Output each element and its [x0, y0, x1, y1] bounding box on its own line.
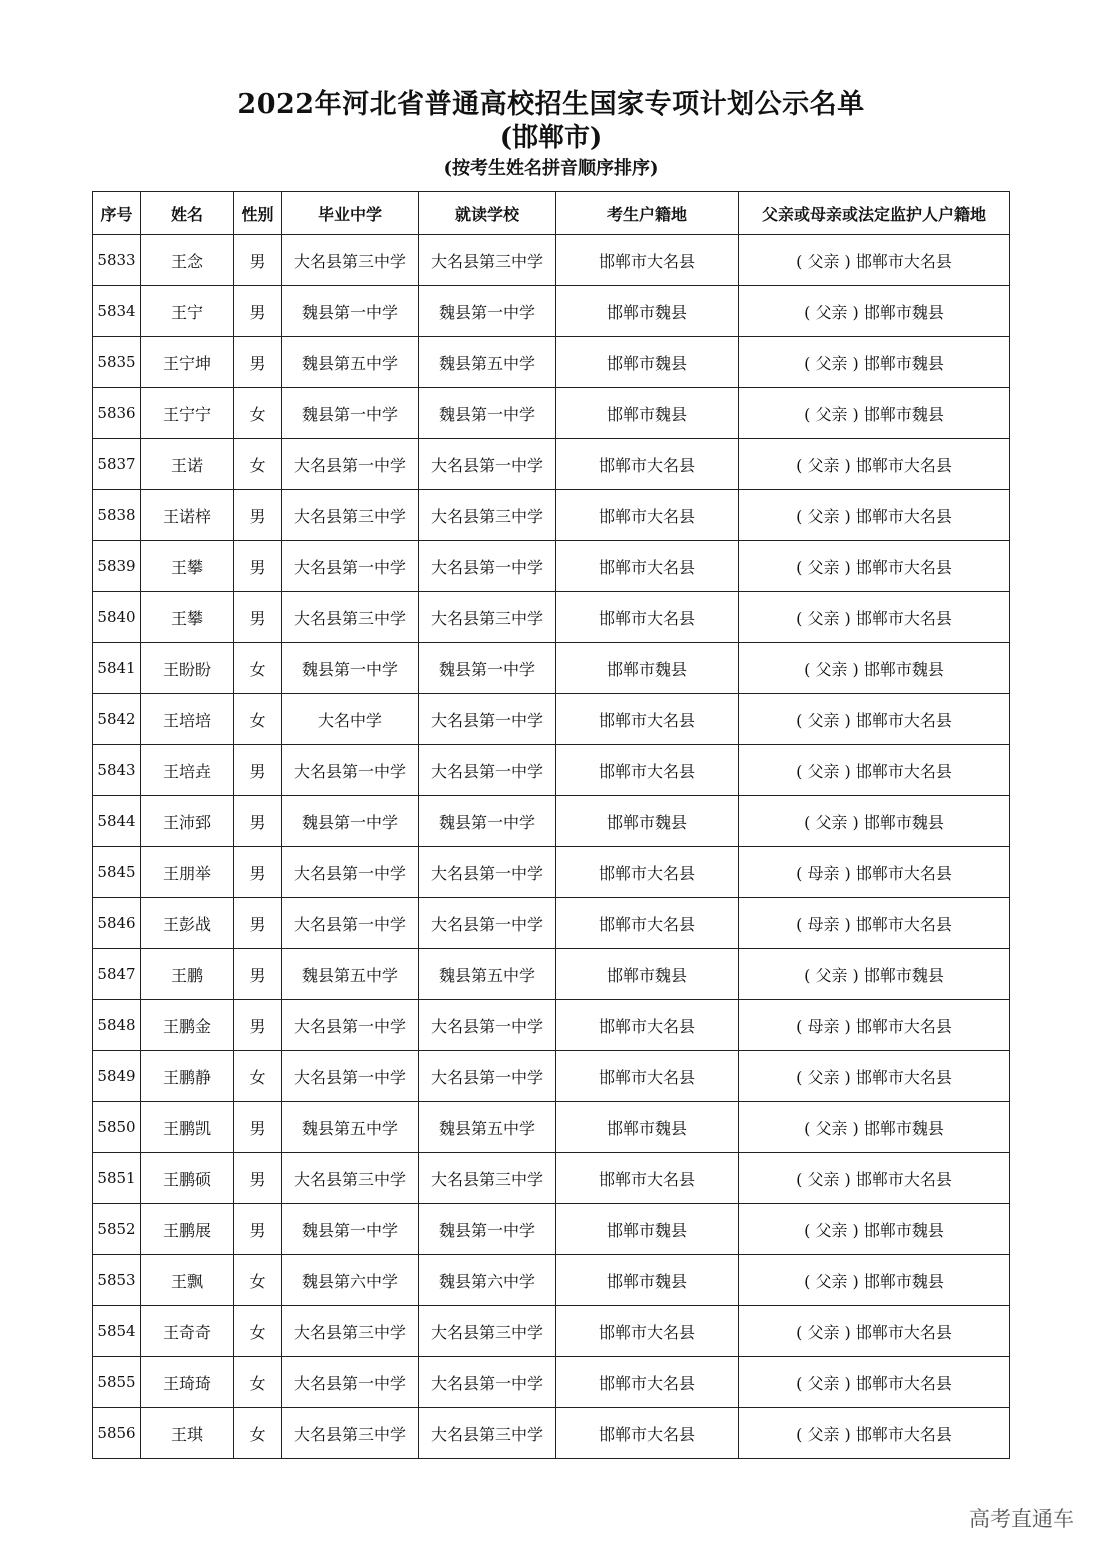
- cell-current-school: 大名县第一中学: [419, 847, 556, 898]
- cell-no: 5853: [93, 1255, 141, 1306]
- cell-guardian-hukou: ( 父亲 ) 邯郸市大名县: [739, 1357, 1010, 1408]
- page-subtitle: (邯郸市): [499, 123, 603, 153]
- cell-name: 王琪: [141, 1408, 234, 1459]
- cell-guardian-hukou: ( 父亲 ) 邯郸市魏县: [739, 1102, 1010, 1153]
- cell-student-hukou: 邯郸市大名县: [556, 592, 739, 643]
- cell-guardian-hukou: ( 父亲 ) 邯郸市大名县: [739, 745, 1010, 796]
- cell-gender: 女: [234, 1051, 282, 1102]
- cell-current-school: 大名县第一中学: [419, 1051, 556, 1102]
- table-row: [93, 592, 1010, 643]
- cell-graduated-school: 大名县第一中学: [282, 847, 419, 898]
- table-row: [93, 1306, 1010, 1357]
- cell-student-hukou: 邯郸市魏县: [556, 1255, 739, 1306]
- cell-current-school: 大名县第三中学: [419, 235, 556, 286]
- cell-student-hukou: 邯郸市魏县: [556, 1102, 739, 1153]
- cell-name: 王宁宁: [141, 388, 234, 439]
- cell-gender: 男: [234, 796, 282, 847]
- table-row: [93, 1000, 1010, 1051]
- cell-graduated-school: 大名县第一中学: [282, 1051, 419, 1102]
- cell-no: 5849: [93, 1051, 141, 1102]
- cell-student-hukou: 邯郸市魏县: [556, 1204, 739, 1255]
- cell-guardian-hukou: ( 父亲 ) 邯郸市魏县: [739, 1255, 1010, 1306]
- cell-current-school: 魏县第一中学: [419, 1204, 556, 1255]
- cell-graduated-school: 大名中学: [282, 694, 419, 745]
- cell-name: 王宁: [141, 286, 234, 337]
- cell-graduated-school: 魏县第一中学: [282, 643, 419, 694]
- table-row: [93, 949, 1010, 1000]
- cell-student-hukou: 邯郸市魏县: [556, 949, 739, 1000]
- col-header-name: 姓名: [141, 192, 234, 235]
- table-row: [93, 541, 1010, 592]
- cell-graduated-school: 魏县第一中学: [282, 796, 419, 847]
- cell-graduated-school: 魏县第五中学: [282, 1102, 419, 1153]
- cell-graduated-school: 大名县第一中学: [282, 898, 419, 949]
- cell-name: 王朋举: [141, 847, 234, 898]
- cell-guardian-hukou: ( 父亲 ) 邯郸市魏县: [739, 388, 1010, 439]
- cell-graduated-school: 大名县第三中学: [282, 235, 419, 286]
- sort-note: (按考生姓名拼音顺序排序): [443, 158, 659, 179]
- cell-guardian-hukou: ( 父亲 ) 邯郸市魏县: [739, 796, 1010, 847]
- cell-no: 5848: [93, 1000, 141, 1051]
- watermark-text: 高考直通车: [969, 1507, 1074, 1531]
- cell-guardian-hukou: ( 父亲 ) 邯郸市大名县: [739, 592, 1010, 643]
- cell-current-school: 魏县第五中学: [419, 1102, 556, 1153]
- table-row: [93, 1204, 1010, 1255]
- cell-student-hukou: 邯郸市大名县: [556, 1306, 739, 1357]
- cell-gender: 男: [234, 235, 282, 286]
- cell-no: 5834: [93, 286, 141, 337]
- cell-gender: 男: [234, 541, 282, 592]
- cell-current-school: 魏县第一中学: [419, 643, 556, 694]
- cell-no: 5852: [93, 1204, 141, 1255]
- cell-student-hukou: 邯郸市大名县: [556, 745, 739, 796]
- cell-gender: 女: [234, 388, 282, 439]
- cell-guardian-hukou: ( 父亲 ) 邯郸市大名县: [739, 235, 1010, 286]
- table-row: [93, 898, 1010, 949]
- cell-current-school: 大名县第一中学: [419, 898, 556, 949]
- cell-current-school: 大名县第三中学: [419, 1408, 556, 1459]
- cell-gender: 男: [234, 898, 282, 949]
- cell-guardian-hukou: ( 父亲 ) 邯郸市大名县: [739, 694, 1010, 745]
- cell-name: 王鹏静: [141, 1051, 234, 1102]
- table-row: [93, 745, 1010, 796]
- cell-current-school: 大名县第三中学: [419, 592, 556, 643]
- cell-name: 王宁坤: [141, 337, 234, 388]
- table-row: [93, 337, 1010, 388]
- cell-gender: 男: [234, 1000, 282, 1051]
- cell-gender: 男: [234, 490, 282, 541]
- table-row: [93, 1102, 1010, 1153]
- cell-guardian-hukou: ( 父亲 ) 邯郸市大名县: [739, 1051, 1010, 1102]
- table-row: [93, 388, 1010, 439]
- cell-guardian-hukou: ( 母亲 ) 邯郸市大名县: [739, 1000, 1010, 1051]
- cell-name: 王琦琦: [141, 1357, 234, 1408]
- cell-guardian-hukou: ( 父亲 ) 邯郸市魏县: [739, 337, 1010, 388]
- cell-student-hukou: 邯郸市大名县: [556, 235, 739, 286]
- table-row: [93, 1255, 1010, 1306]
- cell-current-school: 魏县第一中学: [419, 286, 556, 337]
- cell-no: 5840: [93, 592, 141, 643]
- table-row: [93, 1153, 1010, 1204]
- cell-student-hukou: 邯郸市魏县: [556, 337, 739, 388]
- cell-no: 5856: [93, 1408, 141, 1459]
- cell-guardian-hukou: ( 母亲 ) 邯郸市大名县: [739, 898, 1010, 949]
- cell-name: 王培垚: [141, 745, 234, 796]
- roster-table: [92, 191, 1010, 1459]
- cell-graduated-school: 魏县第一中学: [282, 1204, 419, 1255]
- cell-no: 5850: [93, 1102, 141, 1153]
- table-row: [93, 1408, 1010, 1459]
- table-row: [93, 1357, 1010, 1408]
- cell-name: 王彭战: [141, 898, 234, 949]
- cell-name: 王飘: [141, 1255, 234, 1306]
- cell-name: 王鹏展: [141, 1204, 234, 1255]
- cell-name: 王念: [141, 235, 234, 286]
- cell-guardian-hukou: ( 父亲 ) 邯郸市大名县: [739, 1153, 1010, 1204]
- cell-guardian-hukou: ( 父亲 ) 邯郸市魏县: [739, 949, 1010, 1000]
- cell-current-school: 大名县第三中学: [419, 1153, 556, 1204]
- table-row: [93, 847, 1010, 898]
- cell-guardian-hukou: ( 母亲 ) 邯郸市大名县: [739, 847, 1010, 898]
- cell-name: 王诺梓: [141, 490, 234, 541]
- table-row: [93, 235, 1010, 286]
- cell-gender: 男: [234, 1153, 282, 1204]
- cell-graduated-school: 魏县第六中学: [282, 1255, 419, 1306]
- cell-no: 5842: [93, 694, 141, 745]
- cell-student-hukou: 邯郸市魏县: [556, 388, 739, 439]
- cell-gender: 女: [234, 1255, 282, 1306]
- table-row: [93, 1051, 1010, 1102]
- cell-guardian-hukou: ( 父亲 ) 邯郸市大名县: [739, 1306, 1010, 1357]
- cell-graduated-school: 大名县第三中学: [282, 490, 419, 541]
- col-header-gender: 性别: [234, 192, 282, 235]
- cell-student-hukou: 邯郸市大名县: [556, 898, 739, 949]
- cell-graduated-school: 大名县第三中学: [282, 1306, 419, 1357]
- cell-no: 5835: [93, 337, 141, 388]
- cell-guardian-hukou: ( 父亲 ) 邯郸市魏县: [739, 286, 1010, 337]
- cell-no: 5833: [93, 235, 141, 286]
- cell-current-school: 大名县第一中学: [419, 694, 556, 745]
- cell-no: 5845: [93, 847, 141, 898]
- cell-graduated-school: 大名县第一中学: [282, 1000, 419, 1051]
- cell-gender: 男: [234, 949, 282, 1000]
- cell-name: 王沛郅: [141, 796, 234, 847]
- cell-no: 5838: [93, 490, 141, 541]
- header-row: [93, 192, 1010, 235]
- cell-graduated-school: 大名县第一中学: [282, 745, 419, 796]
- cell-current-school: 大名县第一中学: [419, 745, 556, 796]
- cell-current-school: 魏县第五中学: [419, 949, 556, 1000]
- cell-student-hukou: 邯郸市大名县: [556, 694, 739, 745]
- cell-name: 王诺: [141, 439, 234, 490]
- title-block: [0, 88, 1102, 182]
- cell-gender: 女: [234, 1357, 282, 1408]
- page-title: 2022年河北省普通高校招生国家专项计划公示名单: [237, 89, 865, 120]
- col-header-graduated-school: 毕业中学: [282, 192, 419, 235]
- cell-gender: 男: [234, 1204, 282, 1255]
- cell-gender: 女: [234, 439, 282, 490]
- cell-gender: 男: [234, 592, 282, 643]
- cell-guardian-hukou: ( 父亲 ) 邯郸市大名县: [739, 1408, 1010, 1459]
- cell-current-school: 大名县第三中学: [419, 1306, 556, 1357]
- cell-gender: 男: [234, 745, 282, 796]
- cell-gender: 男: [234, 1102, 282, 1153]
- cell-guardian-hukou: ( 父亲 ) 邯郸市大名县: [739, 490, 1010, 541]
- table-row: [93, 643, 1010, 694]
- cell-guardian-hukou: ( 父亲 ) 邯郸市魏县: [739, 643, 1010, 694]
- table-row: [93, 796, 1010, 847]
- cell-no: 5837: [93, 439, 141, 490]
- cell-current-school: 魏县第一中学: [419, 388, 556, 439]
- cell-graduated-school: 大名县第一中学: [282, 1357, 419, 1408]
- cell-name: 王鹏: [141, 949, 234, 1000]
- cell-gender: 女: [234, 643, 282, 694]
- cell-guardian-hukou: ( 父亲 ) 邯郸市大名县: [739, 439, 1010, 490]
- cell-student-hukou: 邯郸市大名县: [556, 490, 739, 541]
- cell-name: 王培培: [141, 694, 234, 745]
- col-header-no: 序号: [93, 192, 141, 235]
- cell-student-hukou: 邯郸市大名县: [556, 541, 739, 592]
- cell-no: 5846: [93, 898, 141, 949]
- cell-student-hukou: 邯郸市大名县: [556, 1000, 739, 1051]
- cell-no: 5843: [93, 745, 141, 796]
- cell-current-school: 大名县第一中学: [419, 439, 556, 490]
- cell-no: 5841: [93, 643, 141, 694]
- cell-current-school: 大名县第三中学: [419, 490, 556, 541]
- cell-name: 王攀: [141, 541, 234, 592]
- col-header-guardian-hukou: 父亲或母亲或法定监护人户籍地: [739, 192, 1010, 235]
- cell-no: 5851: [93, 1153, 141, 1204]
- cell-no: 5839: [93, 541, 141, 592]
- cell-current-school: 大名县第一中学: [419, 1357, 556, 1408]
- cell-student-hukou: 邯郸市大名县: [556, 1357, 739, 1408]
- cell-no: 5847: [93, 949, 141, 1000]
- cell-name: 王鹏凯: [141, 1102, 234, 1153]
- cell-current-school: 大名县第一中学: [419, 541, 556, 592]
- cell-name: 王奇奇: [141, 1306, 234, 1357]
- cell-name: 王鹏金: [141, 1000, 234, 1051]
- col-header-student-hukou: 考生户籍地: [556, 192, 739, 235]
- cell-gender: 女: [234, 694, 282, 745]
- cell-graduated-school: 大名县第一中学: [282, 439, 419, 490]
- cell-current-school: 大名县第一中学: [419, 1000, 556, 1051]
- cell-student-hukou: 邯郸市魏县: [556, 796, 739, 847]
- cell-current-school: 魏县第六中学: [419, 1255, 556, 1306]
- cell-gender: 女: [234, 1408, 282, 1459]
- cell-name: 王攀: [141, 592, 234, 643]
- cell-graduated-school: 魏县第一中学: [282, 388, 419, 439]
- table-row: [93, 694, 1010, 745]
- table-body: [93, 235, 1010, 1459]
- table-row: [93, 286, 1010, 337]
- cell-no: 5854: [93, 1306, 141, 1357]
- cell-name: 王盼盼: [141, 643, 234, 694]
- cell-graduated-school: 魏县第一中学: [282, 286, 419, 337]
- cell-name: 王鹏硕: [141, 1153, 234, 1204]
- cell-gender: 男: [234, 286, 282, 337]
- cell-graduated-school: 大名县第一中学: [282, 541, 419, 592]
- cell-no: 5836: [93, 388, 141, 439]
- cell-student-hukou: 邯郸市大名县: [556, 1153, 739, 1204]
- cell-student-hukou: 邯郸市大名县: [556, 1408, 739, 1459]
- cell-student-hukou: 邯郸市大名县: [556, 1051, 739, 1102]
- cell-no: 5855: [93, 1357, 141, 1408]
- cell-gender: 女: [234, 1306, 282, 1357]
- cell-gender: 男: [234, 847, 282, 898]
- cell-no: 5844: [93, 796, 141, 847]
- col-header-current-school: 就读学校: [419, 192, 556, 235]
- cell-gender: 男: [234, 337, 282, 388]
- cell-student-hukou: 邯郸市大名县: [556, 847, 739, 898]
- cell-graduated-school: 大名县第三中学: [282, 1408, 419, 1459]
- cell-student-hukou: 邯郸市魏县: [556, 286, 739, 337]
- cell-current-school: 魏县第五中学: [419, 337, 556, 388]
- cell-graduated-school: 魏县第五中学: [282, 949, 419, 1000]
- cell-student-hukou: 邯郸市大名县: [556, 439, 739, 490]
- cell-current-school: 魏县第一中学: [419, 796, 556, 847]
- cell-graduated-school: 大名县第三中学: [282, 1153, 419, 1204]
- cell-graduated-school: 大名县第三中学: [282, 592, 419, 643]
- table-row: [93, 439, 1010, 490]
- cell-guardian-hukou: ( 父亲 ) 邯郸市大名县: [739, 541, 1010, 592]
- cell-student-hukou: 邯郸市魏县: [556, 643, 739, 694]
- cell-guardian-hukou: ( 父亲 ) 邯郸市魏县: [739, 1204, 1010, 1255]
- cell-graduated-school: 魏县第五中学: [282, 337, 419, 388]
- table-row: [93, 490, 1010, 541]
